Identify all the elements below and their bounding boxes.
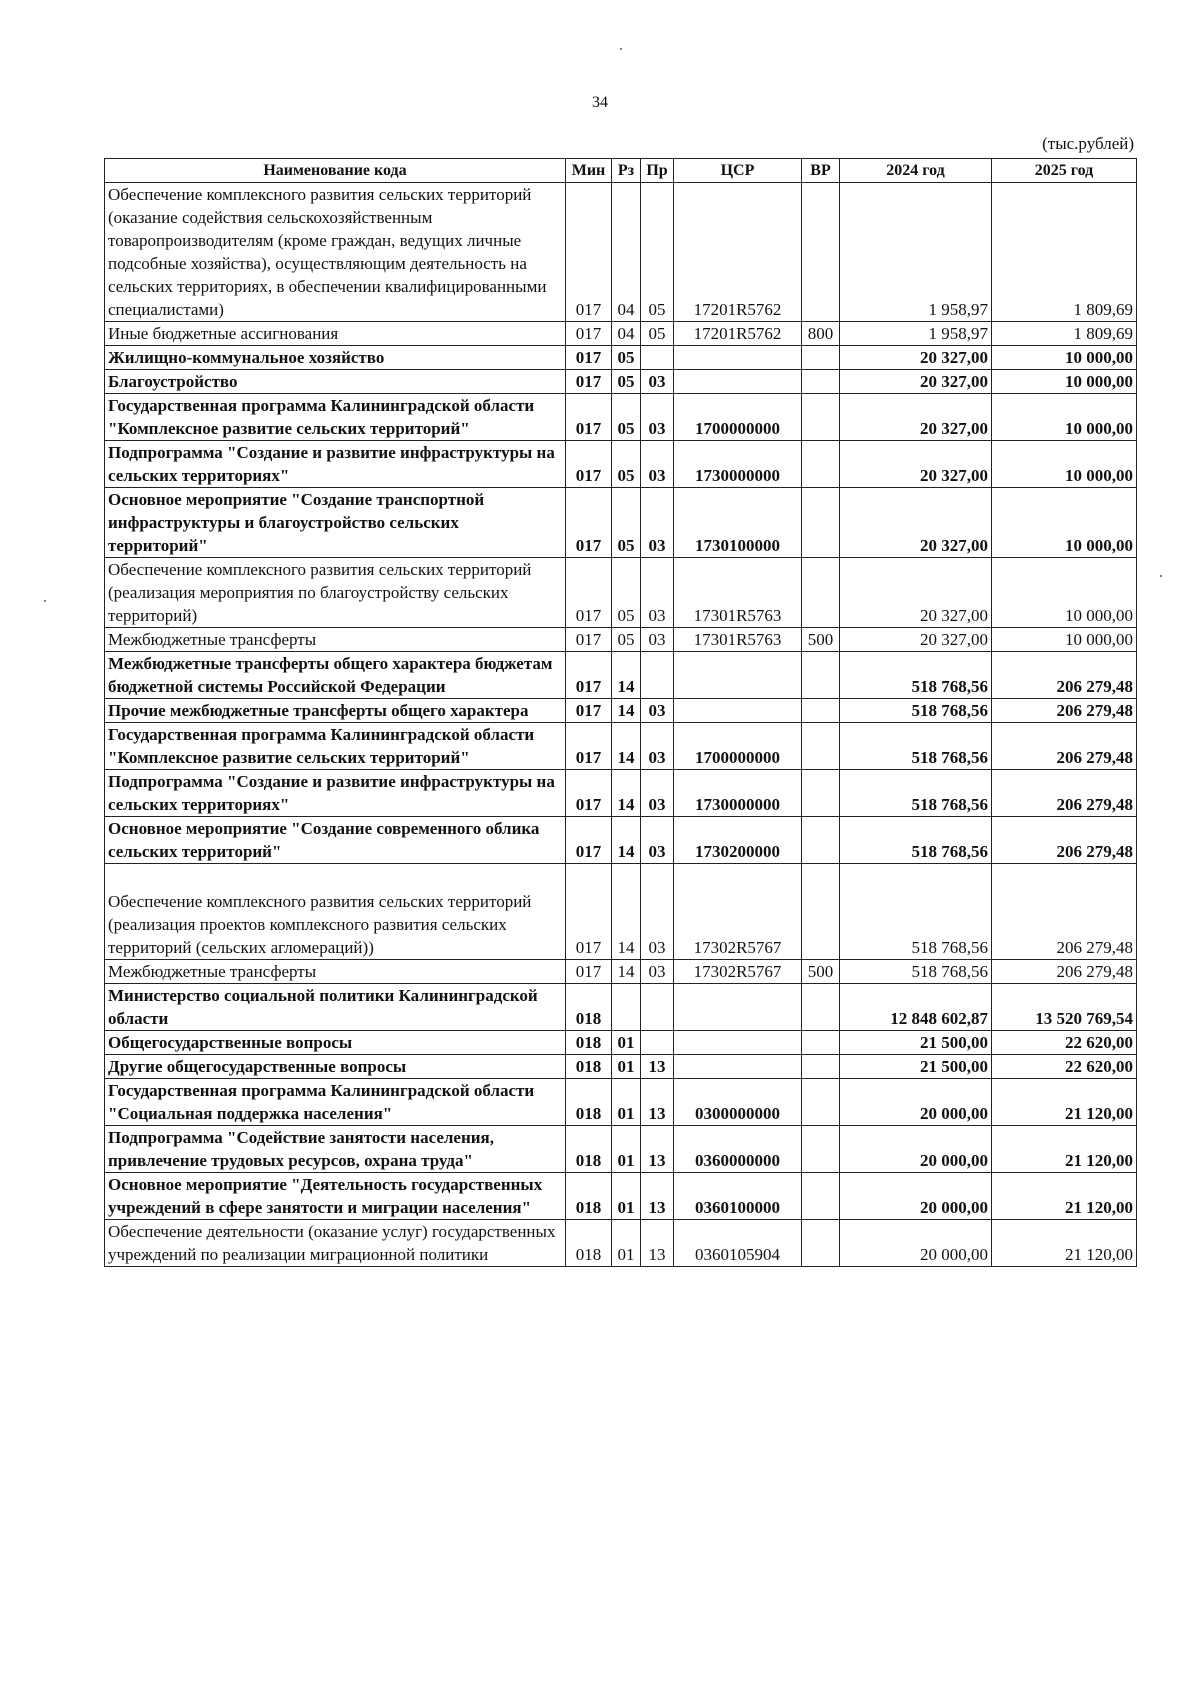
cell-rz: 05: [612, 628, 641, 652]
cell-name: Иные бюджетные ассигнования: [105, 322, 566, 346]
cell-2025: 206 279,48: [992, 960, 1137, 984]
cell-2024: 21 500,00: [840, 1055, 992, 1079]
cell-vr: [802, 441, 840, 488]
cell-rz: 14: [612, 864, 641, 960]
cell-csr: 0360000000: [674, 1126, 802, 1173]
cell-name: Основное мероприятие "Создание современного облика сельских территорий": [105, 817, 566, 864]
cell-pr: 13: [641, 1079, 674, 1126]
cell-min: 017: [566, 441, 612, 488]
cell-2024: 20 000,00: [840, 1220, 992, 1267]
table-row: [105, 558, 1137, 628]
cell-csr: 1700000000: [674, 723, 802, 770]
cell-name: Государственная программа Калининградской области "Социальная поддержка населения": [105, 1079, 566, 1126]
table-row: [105, 1173, 1137, 1220]
cell-name: Благоустройство: [105, 370, 566, 394]
cell-rz: 05: [612, 394, 641, 441]
cell-2024: 518 768,56: [840, 960, 992, 984]
cell-name: Межбюджетные трансферты: [105, 628, 566, 652]
cell-2025: 10 000,00: [992, 488, 1137, 558]
cell-vr: [802, 652, 840, 699]
cell-rz: 14: [612, 817, 641, 864]
table-row: [105, 652, 1137, 699]
header-vr: ВР: [802, 159, 840, 183]
cell-min: 017: [566, 770, 612, 817]
cell-pr: 03: [641, 394, 674, 441]
table-row: [105, 183, 1137, 322]
cell-name: Прочие межбюджетные трансферты общего характера: [105, 699, 566, 723]
cell-csr: 1730200000: [674, 817, 802, 864]
cell-pr: [641, 652, 674, 699]
cell-min: 017: [566, 628, 612, 652]
cell-csr: 0360100000: [674, 1173, 802, 1220]
table-row: [105, 441, 1137, 488]
cell-2024: 518 768,56: [840, 652, 992, 699]
cell-pr: 13: [641, 1220, 674, 1267]
cell-min: 017: [566, 558, 612, 628]
cell-pr: 03: [641, 699, 674, 723]
cell-vr: [802, 558, 840, 628]
cell-name: Государственная программа Калининградской области "Комплексное развитие сельских территорий": [105, 394, 566, 441]
cell-vr: [802, 1055, 840, 1079]
cell-pr: 05: [641, 183, 674, 322]
cell-name: Министерство социальной политики Калининградской области: [105, 984, 566, 1031]
cell-min: 018: [566, 1220, 612, 1267]
cell-min: 017: [566, 346, 612, 370]
cell-2024: 20 327,00: [840, 346, 992, 370]
cell-csr: 17201R5762: [674, 322, 802, 346]
cell-pr: 05: [641, 322, 674, 346]
header-pr: Пр: [641, 159, 674, 183]
table-row: [105, 1079, 1137, 1126]
cell-csr: [674, 984, 802, 1031]
cell-vr: 500: [802, 628, 840, 652]
cell-rz: 14: [612, 723, 641, 770]
cell-pr: 03: [641, 960, 674, 984]
cell-csr: 17201R5762: [674, 183, 802, 322]
cell-vr: [802, 488, 840, 558]
cell-name: Жилищно-коммунальное хозяйство: [105, 346, 566, 370]
cell-2024: 20 327,00: [840, 628, 992, 652]
cell-name: Государственная программа Калининградской области "Комплексное развитие сельских территорий": [105, 723, 566, 770]
cell-vr: [802, 817, 840, 864]
cell-2025: 10 000,00: [992, 558, 1137, 628]
header-min: Мин: [566, 159, 612, 183]
cell-rz: 05: [612, 346, 641, 370]
cell-2025: 22 620,00: [992, 1031, 1137, 1055]
cell-csr: 0300000000: [674, 1079, 802, 1126]
table-row: [105, 370, 1137, 394]
table-row: [105, 488, 1137, 558]
cell-min: 017: [566, 488, 612, 558]
cell-pr: 03: [641, 723, 674, 770]
cell-2025: 206 279,48: [992, 699, 1137, 723]
table-row: [105, 1031, 1137, 1055]
cell-csr: 1730000000: [674, 770, 802, 817]
cell-csr: 1700000000: [674, 394, 802, 441]
cell-vr: [802, 723, 840, 770]
table-row: [105, 770, 1137, 817]
cell-csr: [674, 1055, 802, 1079]
cell-name: Межбюджетные трансферты: [105, 960, 566, 984]
cell-vr: [802, 864, 840, 960]
cell-vr: [802, 394, 840, 441]
cell-min: 017: [566, 652, 612, 699]
cell-name: Основное мероприятие "Деятельность государственных учреждений в сфере занятости и миграции населения": [105, 1173, 566, 1220]
cell-name: Другие общегосударственные вопросы: [105, 1055, 566, 1079]
cell-2025: 10 000,00: [992, 628, 1137, 652]
cell-2024: 12 848 602,87: [840, 984, 992, 1031]
budget-table: [104, 158, 1137, 1267]
cell-2025: 10 000,00: [992, 370, 1137, 394]
cell-2025: 206 279,48: [992, 770, 1137, 817]
cell-min: 017: [566, 960, 612, 984]
cell-vr: [802, 699, 840, 723]
cell-2024: 20 327,00: [840, 558, 992, 628]
cell-vr: [802, 1031, 840, 1055]
cell-2025: 10 000,00: [992, 394, 1137, 441]
cell-vr: [802, 183, 840, 322]
cell-2024: 21 500,00: [840, 1031, 992, 1055]
page-number: 34: [592, 94, 608, 111]
cell-rz: 01: [612, 1173, 641, 1220]
cell-vr: [802, 1126, 840, 1173]
cell-rz: 14: [612, 960, 641, 984]
cell-vr: [802, 1079, 840, 1126]
header-2024: 2024 год: [840, 159, 992, 183]
header-rz: Рз: [612, 159, 641, 183]
cell-2024: 20 327,00: [840, 441, 992, 488]
cell-csr: 1730100000: [674, 488, 802, 558]
cell-2024: 1 958,97: [840, 322, 992, 346]
cell-vr: [802, 1173, 840, 1220]
cell-min: 017: [566, 864, 612, 960]
cell-rz: 05: [612, 558, 641, 628]
table-body: [105, 183, 1137, 1267]
cell-csr: [674, 370, 802, 394]
cell-pr: 03: [641, 558, 674, 628]
cell-name: Обеспечение комплексного развития сельских территорий (оказание содействия сельскохозяйственным товаропроизводителям (кроме граждан, ведущих личные подсобные хозяйства), осуществляющим деятельность на сельских территориях, в обеспечении квалифицированными специалистами): [105, 183, 566, 322]
cell-min: 018: [566, 1079, 612, 1126]
cell-min: 017: [566, 723, 612, 770]
cell-rz: 01: [612, 1031, 641, 1055]
cell-csr: [674, 699, 802, 723]
cell-csr: [674, 346, 802, 370]
cell-2025: 10 000,00: [992, 346, 1137, 370]
cell-2024: 20 000,00: [840, 1079, 992, 1126]
cell-2025: 206 279,48: [992, 864, 1137, 960]
cell-name: Межбюджетные трансферты общего характера бюджетам бюджетной системы Российской Федерации: [105, 652, 566, 699]
cell-vr: [802, 346, 840, 370]
units-label: (тыс.рублей): [1042, 134, 1134, 153]
cell-2024: 518 768,56: [840, 864, 992, 960]
cell-2024: 518 768,56: [840, 817, 992, 864]
cell-csr: 0360105904: [674, 1220, 802, 1267]
cell-2024: 518 768,56: [840, 770, 992, 817]
cell-2024: 518 768,56: [840, 699, 992, 723]
cell-pr: 03: [641, 770, 674, 817]
cell-rz: 01: [612, 1055, 641, 1079]
cell-vr: 500: [802, 960, 840, 984]
table-header-row: [105, 159, 1137, 183]
cell-min: 017: [566, 370, 612, 394]
cell-csr: 17301R5763: [674, 558, 802, 628]
header-name: Наименование кода: [105, 159, 566, 183]
cell-rz: 05: [612, 370, 641, 394]
table-row: [105, 960, 1137, 984]
cell-pr: [641, 346, 674, 370]
cell-pr: [641, 984, 674, 1031]
table-row: [105, 394, 1137, 441]
table-row: [105, 628, 1137, 652]
cell-rz: 01: [612, 1079, 641, 1126]
cell-2025: 10 000,00: [992, 441, 1137, 488]
cell-2025: 1 809,69: [992, 183, 1137, 322]
cell-name: Подпрограмма "Содействие занятости населения, привлечение трудовых ресурсов, охрана труда": [105, 1126, 566, 1173]
cell-csr: [674, 652, 802, 699]
cell-min: 018: [566, 984, 612, 1031]
cell-2025: 206 279,48: [992, 723, 1137, 770]
cell-pr: [641, 1031, 674, 1055]
cell-name: Общегосударственные вопросы: [105, 1031, 566, 1055]
cell-rz: 04: [612, 322, 641, 346]
header-2025: 2025 год: [992, 159, 1137, 183]
cell-2025: 21 120,00: [992, 1173, 1137, 1220]
cell-2024: 20 000,00: [840, 1173, 992, 1220]
cell-vr: [802, 984, 840, 1031]
cell-min: 017: [566, 322, 612, 346]
cell-2024: 20 327,00: [840, 394, 992, 441]
cell-csr: [674, 1031, 802, 1055]
cell-rz: 05: [612, 441, 641, 488]
header-csr: ЦСР: [674, 159, 802, 183]
cell-2024: 20 000,00: [840, 1126, 992, 1173]
cell-vr: [802, 370, 840, 394]
cell-rz: 14: [612, 699, 641, 723]
cell-csr: 17302R5767: [674, 864, 802, 960]
cell-pr: 13: [641, 1126, 674, 1173]
cell-pr: 13: [641, 1055, 674, 1079]
cell-2025: 22 620,00: [992, 1055, 1137, 1079]
cell-csr: 1730000000: [674, 441, 802, 488]
cell-min: 017: [566, 394, 612, 441]
table-row: [105, 1055, 1137, 1079]
cell-min: 017: [566, 817, 612, 864]
cell-name: Подпрограмма "Создание и развитие инфраструктуры на сельских территориях": [105, 441, 566, 488]
cell-2025: 13 520 769,54: [992, 984, 1137, 1031]
cell-name: Обеспечение деятельности (оказание услуг) государственных учреждений по реализации миграционной политики: [105, 1220, 566, 1267]
cell-vr: 800: [802, 322, 840, 346]
cell-min: 017: [566, 699, 612, 723]
cell-2024: 518 768,56: [840, 723, 992, 770]
cell-2025: 206 279,48: [992, 817, 1137, 864]
table-row: [105, 984, 1137, 1031]
cell-2025: 206 279,48: [992, 652, 1137, 699]
cell-min: 018: [566, 1055, 612, 1079]
cell-2025: 21 120,00: [992, 1079, 1137, 1126]
cell-min: 018: [566, 1173, 612, 1220]
cell-pr: 03: [641, 441, 674, 488]
scan-speck: [44, 600, 46, 602]
cell-rz: 04: [612, 183, 641, 322]
scan-speck: [620, 48, 622, 50]
table-row: [105, 864, 1137, 960]
cell-min: 018: [566, 1126, 612, 1173]
scan-speck: [1160, 575, 1162, 577]
cell-rz: [612, 984, 641, 1031]
table-row: [105, 1220, 1137, 1267]
cell-rz: 14: [612, 652, 641, 699]
cell-csr: 17301R5763: [674, 628, 802, 652]
cell-pr: 03: [641, 628, 674, 652]
table-row: [105, 723, 1137, 770]
cell-2024: 20 327,00: [840, 370, 992, 394]
cell-pr: 03: [641, 370, 674, 394]
cell-pr: 03: [641, 817, 674, 864]
table-row: [105, 346, 1137, 370]
cell-2025: 21 120,00: [992, 1220, 1137, 1267]
cell-pr: 03: [641, 488, 674, 558]
cell-csr: 17302R5767: [674, 960, 802, 984]
cell-pr: 13: [641, 1173, 674, 1220]
cell-rz: 01: [612, 1220, 641, 1267]
cell-rz: 05: [612, 488, 641, 558]
cell-2024: 1 958,97: [840, 183, 992, 322]
table-row: [105, 1126, 1137, 1173]
table-row: [105, 322, 1137, 346]
cell-min: 017: [566, 183, 612, 322]
cell-vr: [802, 770, 840, 817]
cell-2025: 1 809,69: [992, 322, 1137, 346]
table-row: [105, 817, 1137, 864]
cell-rz: 01: [612, 1126, 641, 1173]
cell-pr: 03: [641, 864, 674, 960]
cell-min: 018: [566, 1031, 612, 1055]
cell-name: Обеспечение комплексного развития сельских территорий (реализация мероприятия по благоустройству сельских территорий): [105, 558, 566, 628]
cell-rz: 14: [612, 770, 641, 817]
cell-2025: 21 120,00: [992, 1126, 1137, 1173]
cell-vr: [802, 1220, 840, 1267]
cell-name: Основное мероприятие "Создание транспортной инфраструктуры и благоустройство сельских территорий": [105, 488, 566, 558]
cell-name: Подпрограмма "Создание и развитие инфраструктуры на сельских территориях": [105, 770, 566, 817]
cell-2024: 20 327,00: [840, 488, 992, 558]
table-row: [105, 699, 1137, 723]
cell-name: Обеспечение комплексного развития сельских территорий (реализация проектов комплексного развития сельских территорий (сельских агломераций)): [105, 864, 566, 960]
